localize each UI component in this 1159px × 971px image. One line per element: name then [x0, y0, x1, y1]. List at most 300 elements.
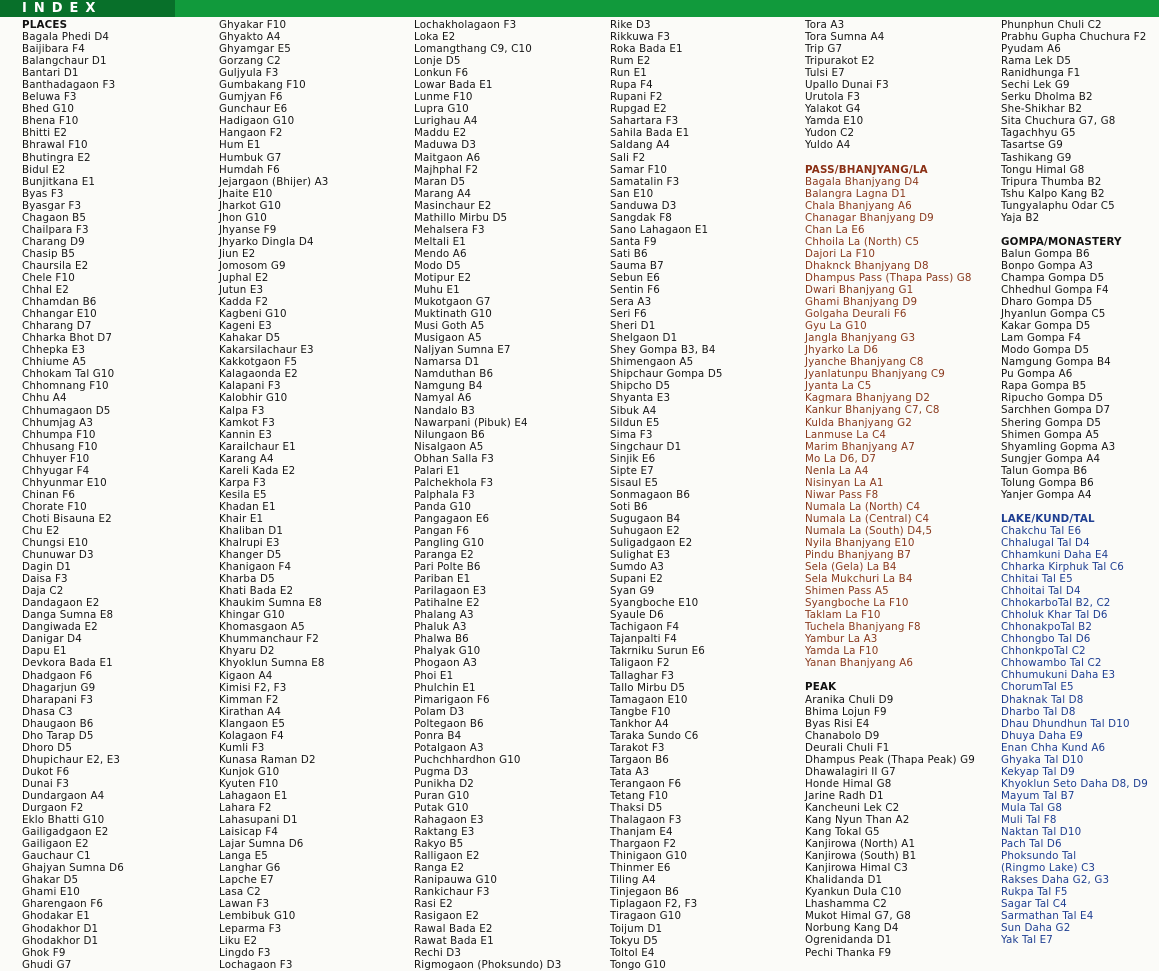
- index-entry: Sanduwa D3: [610, 199, 677, 212]
- index-entry: Sildun E5: [610, 416, 660, 429]
- index-entry: Shimengaon A5: [610, 356, 694, 369]
- index-entry: Sagar Tal C4: [1001, 898, 1067, 911]
- index-entry: Shimen Pass A5: [805, 585, 889, 598]
- index-entry: Chhepka E3: [22, 344, 86, 357]
- index-entry: Ghok F9: [22, 946, 66, 959]
- index-entry: Hangaon F2: [219, 127, 283, 140]
- index-entry: Guljyula F3: [219, 67, 279, 80]
- section-heading: PEAK: [805, 681, 837, 694]
- index-entry: Dhoro D5: [22, 741, 73, 754]
- index-entry: Daisa F3: [22, 573, 68, 586]
- index-entry: Laisicap F4: [219, 826, 279, 839]
- index-entry: Chorate F10: [22, 500, 87, 513]
- index-entry: Roka Bada E1: [610, 43, 683, 56]
- section-heading: LAKE/KUND/TAL: [1001, 512, 1095, 525]
- index-entry: Mula Tal G8: [1001, 801, 1063, 814]
- index-entry: Rapa Gompa B5: [1001, 380, 1087, 393]
- index-entry: Dharapani F3: [22, 693, 94, 706]
- index-entry: Mehalsera F3: [414, 223, 485, 236]
- index-entry: Nisalgaon A5: [414, 440, 484, 453]
- index-entry: Byas Risi E4: [805, 717, 870, 730]
- index-entry: Bhima Lojun F9: [805, 705, 887, 718]
- index-entry: Musigaon A5: [414, 332, 482, 345]
- index-entry: Khaukim Sumna E8: [219, 597, 322, 610]
- index-entry: Rukpa Tal F5: [1001, 886, 1068, 899]
- index-entry: Dhaknck Bhanjyang D8: [805, 259, 929, 272]
- index-entry: Ghodakar E1: [22, 910, 90, 923]
- index-entry: Bhutingra E2: [22, 151, 91, 164]
- index-entry: Dapu E1: [22, 645, 67, 658]
- index-entry: Bunjitkana E1: [22, 175, 96, 188]
- index-entry: Chhamdan B6: [22, 296, 97, 309]
- index-column-3: [414, 19, 608, 971]
- index-entry: Sarmathan Tal E4: [1001, 910, 1094, 923]
- index-entry: Jhyarko Dingla D4: [219, 235, 314, 248]
- index-entry: Kakar Gompa D5: [1001, 320, 1091, 333]
- index-entry: Thaksi D5: [610, 802, 663, 815]
- index-entry: Kang Tokal G5: [805, 826, 880, 839]
- index-entry: Sima F3: [610, 428, 653, 441]
- index-entry: Nisinyan La A1: [805, 476, 884, 489]
- index-entry: Dangiwada E2: [22, 621, 98, 634]
- index-entry: Dhaknak Tal D8: [1001, 693, 1084, 706]
- index-entry: Lurighau A4: [414, 115, 478, 128]
- index-entry: Namgung Gompa B4: [1001, 356, 1111, 369]
- index-entry: Sebun E6: [610, 271, 660, 284]
- index-entry: Tallaghar F3: [610, 669, 675, 682]
- section-gap: [805, 152, 999, 164]
- index-entry: Mayum Tal B7: [1001, 789, 1075, 802]
- index-entry: Targaon B6: [610, 753, 670, 766]
- index-entry: Rankichaur F3: [414, 886, 490, 899]
- index-entry: Liku E2: [219, 934, 258, 947]
- index-entry: Kekyap Tal D9: [1001, 765, 1075, 778]
- index-entry: ChhonakpoTal B2: [1001, 621, 1093, 634]
- index-entry: Jarine Radh D1: [805, 789, 884, 802]
- index-entry: Kagbeni G10: [219, 308, 287, 321]
- index-entry: Kancheuni Lek C2: [805, 801, 900, 814]
- index-entry: Tinjegaon B6: [610, 886, 679, 899]
- index-entry: Saldang A4: [610, 139, 670, 152]
- index-entry: Kigaon A4: [219, 669, 273, 682]
- section-gap: [805, 669, 999, 681]
- index-entry: Chhumpa F10: [22, 428, 96, 441]
- index-entry: Enan Chha Kund A6: [1001, 741, 1106, 754]
- index-entry: Panda G10: [414, 500, 472, 513]
- index-entry: Juphal E2: [219, 271, 269, 284]
- index-entry: Chhal E2: [22, 284, 69, 297]
- section-heading: PASS/BHANJYANG/LA: [805, 163, 928, 176]
- index-entry: Shering Gompa D5: [1001, 416, 1102, 429]
- index-entry: Yanjer Gompa A4: [1001, 488, 1092, 501]
- index-entry: Terangaon F6: [610, 777, 682, 790]
- index-entry: Samatalin F3: [610, 175, 680, 188]
- index-entry: Marim Bhanjyang A7: [805, 440, 915, 453]
- index-entry: Namarsa D1: [414, 356, 480, 369]
- index-entry: Sipte E7: [610, 464, 654, 477]
- index-entry: Naktan Tal D10: [1001, 826, 1082, 839]
- index-entry: Chhowambo Tal C2: [1001, 657, 1102, 670]
- index-entry: Bhrawal F10: [22, 139, 88, 152]
- index-entry: Sela Mukchuri La B4: [805, 573, 913, 586]
- index-entry: Ripucho Gompa D5: [1001, 392, 1104, 405]
- index-entry: Shipcho D5: [610, 380, 671, 393]
- index-entry: Gailigaon E2: [22, 838, 89, 851]
- index-entry: Ghodakhor D1: [22, 922, 99, 935]
- index-entry: Puran G10: [414, 790, 470, 802]
- index-entry: Charang D9: [22, 235, 85, 248]
- index-entry: Kimisi F2, F3: [219, 681, 287, 694]
- index-entry: Thinigaon G10: [610, 850, 688, 863]
- index-entry: San E10: [610, 187, 654, 200]
- index-entry: Khummanchaur F2: [219, 633, 319, 646]
- index-entry: Sungjer Gompa A4: [1001, 452, 1101, 465]
- index-entry: Chakchu Tal E6: [1001, 524, 1082, 537]
- index-entry: Run E1: [610, 67, 647, 80]
- index-entry: Sauma B7: [610, 259, 664, 272]
- index-entry: Ranga E2: [414, 862, 465, 875]
- index-entry: Ghodakhor D1: [22, 934, 99, 947]
- index-entry: Tuchela Bhanjyang F8: [805, 621, 921, 634]
- index-entry: Loka E2: [414, 31, 456, 44]
- index-entry: Jutun E3: [219, 284, 264, 297]
- index-column-5: [805, 19, 999, 959]
- index-entry: Phalwa B6: [414, 633, 469, 646]
- index-entry: Kanjirowa (South) B1: [805, 850, 917, 863]
- index-entry: Kageni E3: [219, 320, 272, 333]
- index-entry: Langhar G6: [219, 862, 281, 875]
- index-entry: Kakarsilachaur E3: [219, 344, 314, 357]
- index-entry: Thalagaon F3: [610, 814, 682, 827]
- index-entry: Chhangar E10: [22, 308, 97, 321]
- index-entry: Chhiume A5: [22, 356, 87, 369]
- index-entry: Gharengaon F6: [22, 898, 104, 911]
- index-entry: Tashikang G9: [1001, 151, 1072, 164]
- index-header-bar: [0, 0, 1159, 17]
- index-entry: Chungsi E10: [22, 537, 89, 550]
- section-gap: [1001, 501, 1159, 513]
- index-entry: Rama Lek D5: [1001, 55, 1072, 68]
- index-entry: Tachigaon F4: [610, 621, 680, 634]
- index-entry: Tongu Himal G8: [1001, 163, 1085, 176]
- index-entry: Pechi Thanka F9: [805, 946, 892, 959]
- index-entry: Tetang F10: [610, 790, 669, 802]
- index-entry: Jyanche Bhanjyang C8: [805, 356, 924, 369]
- index-entry: Kunjok G10: [219, 765, 280, 778]
- index-entry: Dunai F3: [22, 777, 70, 790]
- index-entry: Gyu La G10: [805, 320, 867, 333]
- index-entry: Nyila Bhanjyang E10: [805, 536, 915, 549]
- index-entry: Yambur La A3: [805, 633, 878, 646]
- index-entry: Khalidanda D1: [805, 874, 883, 887]
- index-entry: Chharka Bhot D7: [22, 332, 113, 345]
- index-entry: Rahagaon E3: [414, 814, 484, 827]
- index-entry: Suligadgaon E2: [610, 537, 693, 550]
- index-entry: Eklo Bhatti G10: [22, 814, 105, 827]
- index-entry: Daja C2: [22, 585, 64, 598]
- index-entry: Sibuk A4: [610, 404, 657, 417]
- index-entry: Lasa C2: [219, 886, 261, 899]
- index-entry: Chholuk Khar Tal D6: [1001, 609, 1108, 622]
- index-entry: Lahasupani D1: [219, 814, 298, 827]
- index-entry: Thinmer E6: [610, 862, 671, 875]
- index-entry: Sun Daha G2: [1001, 922, 1071, 935]
- index-entry: Chhamkuni Daha E4: [1001, 548, 1109, 561]
- index-entry: Dukot F6: [22, 765, 70, 778]
- index-entry: Paranga E2: [414, 549, 474, 562]
- index-entry: Deurali Chuli F1: [805, 741, 890, 754]
- index-entry: Phaluk A3: [414, 621, 467, 634]
- index-entry: Rupani F2: [610, 91, 663, 104]
- index-entry: Mukot Himal G7, G8: [805, 910, 912, 923]
- index-entry: Khingar G10: [219, 609, 285, 622]
- index-entry: Gumbakang F10: [219, 79, 306, 92]
- index-entry: Lingdo F3: [219, 946, 271, 959]
- index-entry: Sinjik E6: [610, 452, 656, 465]
- index-entry: Kharba D5: [219, 573, 275, 586]
- index-entry: Dundargaon A4: [22, 790, 105, 802]
- index-entry: Punikha D2: [414, 777, 474, 790]
- index-entry: Lahara F2: [219, 802, 272, 815]
- index-entry: Jharkot G10: [219, 199, 282, 212]
- index-entry: Lajar Sumna D6: [219, 838, 304, 851]
- index-entry: Modo Gompa D5: [1001, 344, 1090, 357]
- index-entry: Karang A4: [219, 452, 274, 465]
- index-entry: Jhyanlun Gompa C5: [1001, 308, 1106, 321]
- index-entry: Dandagaon E2: [22, 597, 100, 610]
- index-entry: Yak Tal E7: [1001, 934, 1054, 947]
- index-entry: Rakses Daha G2, G3: [1001, 874, 1110, 887]
- index-entry: Lonkun F6: [414, 67, 469, 80]
- index-entry: Chala Bhanjyang A6: [805, 199, 912, 212]
- index-entry: Dhagarjun G9: [22, 681, 96, 694]
- index-entry: Palari E1: [414, 464, 461, 477]
- index-entry: Maddu E2: [414, 127, 467, 140]
- index-entry: Trip G7: [805, 43, 843, 56]
- index-entry: Rike D3: [610, 19, 651, 31]
- index-entry: Jejargaon (Bhijer) A3: [219, 175, 329, 188]
- index-entry: Chhongbo Tal D6: [1001, 633, 1091, 646]
- index-entry: Samar F10: [610, 163, 668, 176]
- index-entry: Soti B6: [610, 500, 648, 513]
- index-entry: Taraka Sundo C6: [610, 729, 699, 742]
- index-entry: Chhitai Tal E5: [1001, 573, 1073, 586]
- index-entry: Mo La D6, D7: [805, 452, 877, 465]
- index-entry: Khyoklun Sumna E8: [219, 657, 325, 670]
- index-entry: Suhugaon E2: [610, 524, 680, 537]
- index-entry: Jhyanse F9: [219, 223, 277, 236]
- index-entry: Chinan F6: [22, 488, 76, 501]
- index-entry: Dharbo Tal D8: [1001, 705, 1076, 718]
- index-entry: Lahagaon E1: [219, 790, 288, 802]
- index-entry: Sugugaon B4: [610, 512, 681, 525]
- index-entry: Khomasgaon A5: [219, 621, 305, 634]
- index-entry: Chanagar Bhanjyang D9: [805, 211, 934, 224]
- index-entry: Taklam La F10: [805, 609, 881, 622]
- index-entry: Rasi E2: [414, 898, 453, 911]
- index-entry: Phulchin E1: [414, 681, 476, 694]
- index-entry: Jangla Bhanjyang G3: [805, 332, 916, 345]
- index-entry: Sati B6: [610, 247, 648, 260]
- index-entry: Khanigaon F4: [219, 561, 292, 574]
- index-entry: Raktang E3: [414, 826, 475, 839]
- index-entry: Kumli F3: [219, 741, 265, 754]
- index-entry: Kahakar D5: [219, 332, 281, 345]
- index-entry: Tarakot F3: [610, 741, 665, 754]
- index-entry: Ogrenidanda D1: [805, 934, 892, 947]
- index-entry: Chhalugal Tal D4: [1001, 536, 1090, 549]
- index-entry: ChhonkpoTal C2: [1001, 645, 1086, 658]
- index-entry: Chhomnang F10: [22, 380, 109, 393]
- index-entry: Pindu Bhanjyang B7: [805, 549, 912, 562]
- index-entry: Lupra G10: [414, 103, 469, 116]
- index-entry: Dagin D1: [22, 561, 72, 574]
- index-entry: Humbuk G7: [219, 151, 282, 164]
- index-entry: Palchekhola F3: [414, 476, 494, 489]
- index-entry: Balun Gompa B6: [1001, 247, 1090, 260]
- index-entry: Chu E2: [22, 524, 60, 537]
- index-entry: Ponra B4: [414, 729, 462, 742]
- index-entry: Baijibara F4: [22, 43, 85, 56]
- index-entry: Bidul E2: [22, 163, 66, 176]
- index-entry: Bagala Phedi D4: [22, 31, 110, 44]
- index-entry: Kannin E3: [219, 428, 273, 441]
- index-entry: Mathillo Mirbu D5: [414, 211, 508, 224]
- index-entry: Jomosom G9: [219, 259, 286, 272]
- index-entry: Byasgar F3: [22, 199, 82, 212]
- index-entry: Dhau Dhundhun Tal D10: [1001, 717, 1130, 730]
- index-entry: Durgaon F2: [22, 802, 84, 815]
- index-entry: Ghami E10: [22, 886, 80, 899]
- index-entry: Dajori La F10: [805, 247, 876, 260]
- index-entry: Chanabolo D9: [805, 729, 880, 742]
- index-entry: Chhumjag A3: [22, 416, 94, 429]
- index-entry: Rasigaon E2: [414, 910, 480, 923]
- index-entry: Meltali E1: [414, 235, 466, 248]
- index-entry: Majhphal F2: [414, 163, 479, 176]
- index-column-4: [610, 19, 804, 971]
- index-entry: Rigmogaon (Phoksundo) D3: [414, 958, 562, 971]
- index-entry: Kakkotgaon F5: [219, 356, 298, 369]
- index-entry: Rechi D3: [414, 946, 462, 959]
- section-heading: PLACES: [22, 19, 68, 31]
- index-column-6: [1001, 19, 1159, 951]
- index-entry: She-Shikhar B2: [1001, 103, 1083, 116]
- index-entry: Kareli Kada E2: [219, 464, 296, 477]
- index-entry: Bhena F10: [22, 115, 79, 128]
- index-entry: Chhedhul Gompa F4: [1001, 283, 1109, 296]
- index-entry: Serku Dholma B2: [1001, 91, 1093, 104]
- index-entry: Numala La (South) D4,5: [805, 524, 933, 537]
- index-entry: Phoi E1: [414, 669, 454, 682]
- index-entry: Byas F3: [22, 187, 64, 200]
- index-entry: Phoksundo Tal: [1001, 850, 1077, 863]
- index-entry: Choti Bisauna E2: [22, 512, 112, 525]
- index-entry: Nenla La A4: [805, 464, 869, 477]
- index-entry: Rawal Bada E2: [414, 922, 493, 935]
- index-entry: Shyanta E3: [610, 392, 671, 405]
- index-entry: Sahartara F3: [610, 115, 679, 128]
- index-entry: Bonpo Gompa A3: [1001, 259, 1094, 272]
- index-entry: Chagaon B5: [22, 211, 87, 224]
- index-entry: Chhoitai Tal D4: [1001, 585, 1081, 598]
- index-entry: Jyanta La C5: [805, 380, 872, 393]
- index-entry: Nilungaon B6: [414, 428, 485, 441]
- index-entry: Phalyak G10: [414, 645, 481, 658]
- index-entry: Musi Goth A5: [414, 320, 485, 333]
- index-entry: Tasartse G9: [1001, 139, 1063, 152]
- index-entry: Pangling G10: [414, 537, 485, 550]
- index-entry: Polam D3: [414, 705, 465, 718]
- index-entry: Naljyan Sumna E7: [414, 344, 511, 357]
- index-entry: Dhawalagiri II G7: [805, 765, 896, 778]
- index-entry: Rikkuwa F3: [610, 31, 671, 44]
- index-entry: Hum E1: [219, 139, 261, 152]
- index-entry: Jiun E2: [219, 247, 256, 260]
- index-entry: Ralligaon E2: [414, 850, 480, 863]
- index-entry: Lunme F10: [414, 91, 473, 104]
- index-entry: Tangbe F10: [610, 705, 671, 718]
- index-entry: Thanjam E4: [610, 826, 673, 839]
- index-entry: Sonmagaon B6: [610, 488, 691, 501]
- index-entry: Chhumukuni Daha E3: [1001, 669, 1116, 682]
- index-entry: Sentin F6: [610, 284, 660, 297]
- index-entry: Kalobhir G10: [219, 392, 288, 405]
- index-entry: Sarchhen Gompa D7: [1001, 404, 1111, 417]
- index-entry: Nandalo B3: [414, 404, 475, 417]
- index-entry: Kanjirowa (North) A1: [805, 838, 916, 851]
- section-heading: GOMPA/MONASTERY: [1001, 235, 1122, 248]
- index-entry: Tripurakot E2: [805, 55, 875, 68]
- index-entry: Kolagaon F4: [219, 729, 284, 742]
- index-entry: Kang Nyun Than A2: [805, 814, 910, 826]
- index-entry: Kamkot F3: [219, 416, 275, 429]
- index-entry: Namgung B4: [414, 380, 483, 393]
- index-entry: Tamagaon E10: [610, 693, 688, 706]
- index-entry: Norbung Kang D4: [805, 922, 899, 935]
- index-entry: Dhampus Peak (Thapa Peak) G9: [805, 753, 975, 766]
- index-entry: Rakyo B5: [414, 838, 464, 851]
- index-entry: Muktinath G10: [414, 308, 492, 321]
- index-entry: Ghami Bhanjyang D9: [805, 296, 918, 309]
- index-entry: Tiragaon G10: [610, 910, 682, 923]
- index-entry: Karailchaur E1: [219, 440, 296, 453]
- index-entry: Yuldo A4: [805, 139, 851, 152]
- index-entry: Khyaru D2: [219, 645, 275, 658]
- index-entry: Chhuyer F10: [22, 452, 90, 465]
- index-entry: Tajanpalti F4: [610, 633, 677, 646]
- index-entry: Sangdak F8: [610, 211, 672, 224]
- index-entry: Tiplagaon F2, F3: [610, 898, 698, 911]
- index-entry: Tora A3: [805, 19, 845, 31]
- index-entry: Ghyakar F10: [219, 19, 287, 31]
- index-entry: Kyankun Dula C10: [805, 886, 902, 899]
- index-entry: Toijum D1: [610, 922, 663, 935]
- index-entry: Sera A3: [610, 296, 652, 309]
- index-entry: Pariban E1: [414, 573, 471, 586]
- index-entry: Chhyugar F4: [22, 464, 90, 477]
- index-entry: Kalagaonda E2: [219, 368, 298, 381]
- index-entry: Marang A4: [414, 187, 472, 200]
- index-entry: Kirathan A4: [219, 705, 282, 718]
- index-entry: Syangboche La F10: [805, 597, 909, 610]
- index-entry: Bantari D1: [22, 67, 79, 80]
- index-entry: Balangchaur D1: [22, 55, 107, 68]
- index-entry: Khyoklun Seto Daha D8, D9: [1001, 777, 1148, 790]
- index-entry: Pangagaon E6: [414, 512, 490, 525]
- index-entry: Maran D5: [414, 175, 466, 188]
- index-entry: Chhoila La (North) C5: [805, 235, 920, 248]
